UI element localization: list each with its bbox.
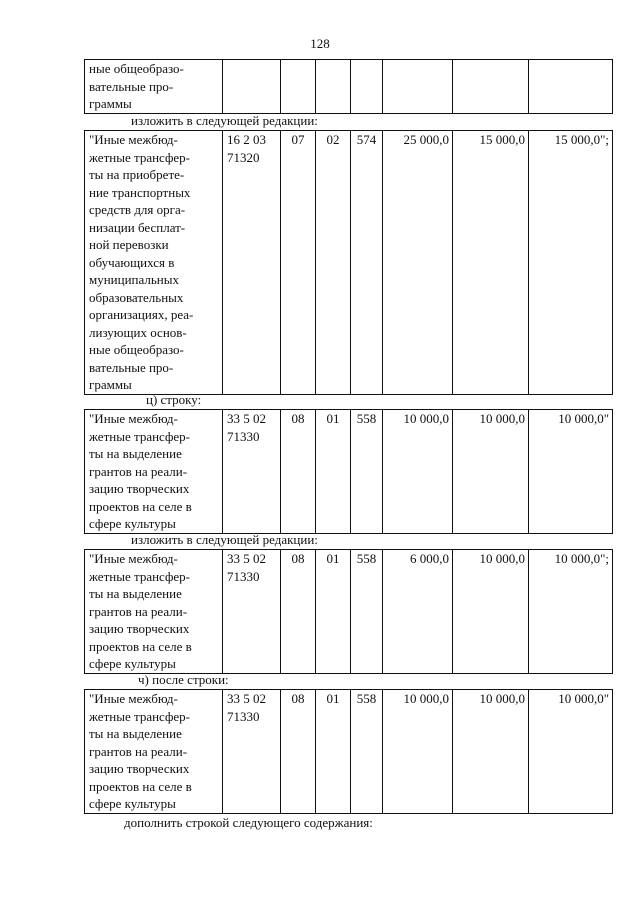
table-row	[85, 410, 613, 534]
table-row	[85, 690, 613, 814]
subsection-cell: 02	[316, 131, 351, 395]
amount-cell: 6 000,0	[383, 550, 453, 674]
amendment-caption: ц) строку:	[146, 392, 202, 407]
amendment-caption: дополнить строкой следующего содержания:	[124, 815, 373, 830]
expense-type-cell: 558	[351, 690, 383, 814]
section-cell	[281, 60, 316, 114]
amount-cell: 10 000,0	[453, 410, 529, 534]
amendment-caption: изложить в следующей редакции:	[131, 113, 318, 128]
budget-table	[84, 130, 613, 395]
section-cell: 08	[281, 690, 316, 814]
table-row	[85, 550, 613, 674]
subsection-cell	[316, 60, 351, 114]
amount-cell: 10 000,0	[383, 690, 453, 814]
amount-cell: 10 000,0"	[529, 690, 613, 814]
subsection-cell: 01	[316, 690, 351, 814]
budget-table	[84, 689, 613, 814]
expense-type-cell: 558	[351, 410, 383, 534]
page-number: 128	[310, 36, 330, 51]
expense-type-cell: 558	[351, 550, 383, 674]
expense-type-cell	[351, 60, 383, 114]
amount-cell: 10 000,0"	[529, 410, 613, 534]
row-description: "Иные межбюд- жетные трансфер- ты на выделение грантов на реали- зацию творческих проектов на селе в сфере культуры	[85, 690, 223, 814]
amendment-caption: изложить в следующей редакции:	[131, 532, 318, 547]
amount-cell: 25 000,0	[383, 131, 453, 395]
target-code-cell: 33 5 02 71330	[223, 690, 281, 814]
section-cell: 08	[281, 410, 316, 534]
row-description: "Иные межбюд- жетные трансфер- ты на выделение грантов на реали- зацию творческих проектов на селе в сфере культуры	[85, 410, 223, 534]
amount-cell: 10 000,0	[453, 690, 529, 814]
amount-cell: 15 000,0	[453, 131, 529, 395]
target-code-cell: 16 2 03 71320	[223, 131, 281, 395]
target-code-cell	[223, 60, 281, 114]
amendment-caption: ч) после строки:	[138, 672, 229, 687]
expense-type-cell: 574	[351, 131, 383, 395]
section-cell: 07	[281, 131, 316, 395]
amount-cell: 10 000,0	[383, 410, 453, 534]
section-cell: 08	[281, 550, 316, 674]
amount-cell: 15 000,0";	[529, 131, 613, 395]
subsection-cell: 01	[316, 410, 351, 534]
amount-cell: 10 000,0	[453, 550, 529, 674]
budget-table-fragment	[84, 59, 613, 114]
subsection-cell: 01	[316, 550, 351, 674]
target-code-cell: 33 5 02 71330	[223, 550, 281, 674]
budget-table	[84, 409, 613, 534]
row-description: ные общеобразо- вательные про- граммы	[85, 60, 223, 114]
row-description: "Иные межбюд- жетные трансфер- ты на приобрете- ние транспортных средств для орга- низации бесплат- ной перевозки обучающихся в муниципальных образовательных организациях, реа- лизующих основ- ные общеобразо- вательные про- граммы	[85, 131, 223, 395]
row-description: "Иные межбюд- жетные трансфер- ты на выделение грантов на реали- зацию творческих проектов на селе в сфере культуры	[85, 550, 223, 674]
amount-cell	[453, 60, 529, 114]
amount-cell	[529, 60, 613, 114]
table-row	[85, 131, 613, 395]
table-row	[85, 60, 613, 114]
budget-table	[84, 549, 613, 674]
amount-cell: 10 000,0";	[529, 550, 613, 674]
target-code-cell: 33 5 02 71330	[223, 410, 281, 534]
amount-cell	[383, 60, 453, 114]
